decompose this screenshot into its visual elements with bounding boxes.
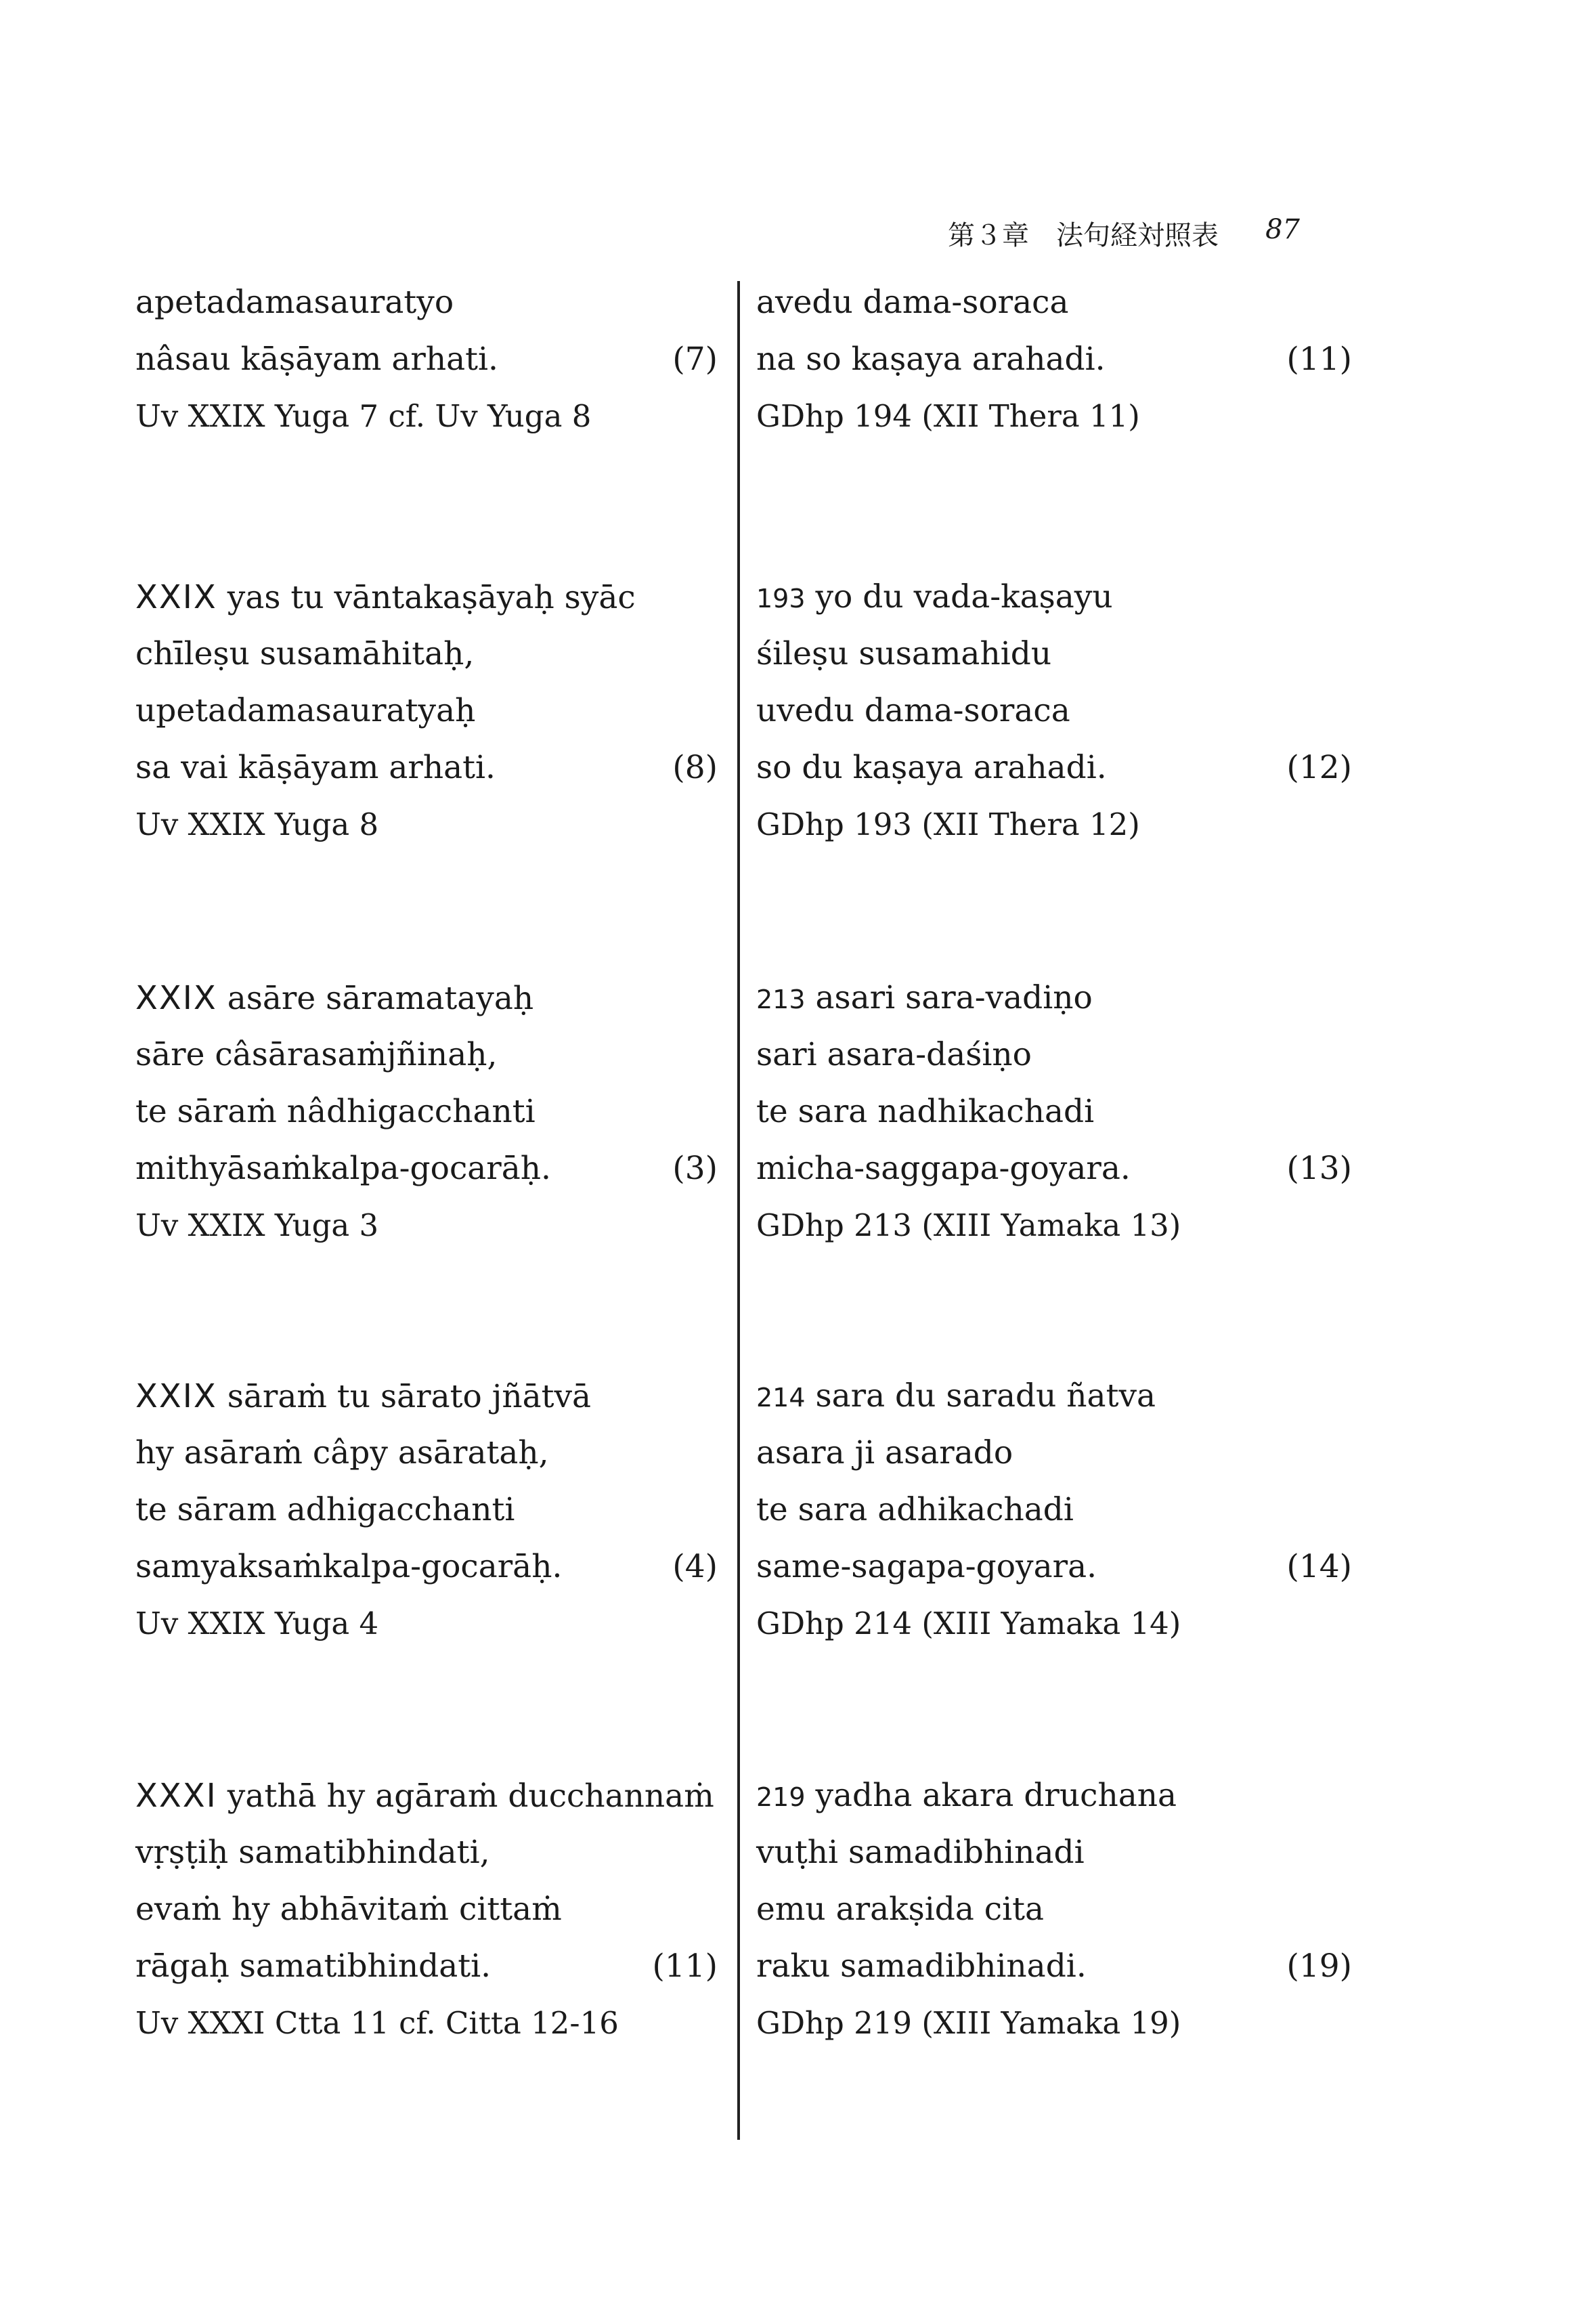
verse-line	[135, 274, 718, 331]
verse-line	[135, 1824, 718, 1881]
line-text: asāre sāramatayaḥ	[227, 980, 534, 1017]
line-text: Uv XXXI Ctta 11 cf. Citta 12-16	[135, 2005, 619, 2041]
column-divider	[737, 281, 740, 2140]
line-text: GDhp 194 (XII Thera 11)	[756, 398, 1140, 434]
line-text: te sāram adhigacchanti	[135, 1491, 515, 1528]
verse-line	[135, 1938, 718, 1995]
chapter-numeral: XXIX	[135, 578, 217, 616]
line-text: rāgaḥ samatibhindati.	[135, 1948, 492, 1985]
line-text: yadha akara druchana	[815, 1777, 1177, 1814]
verse-line	[756, 1368, 1352, 1425]
line-text: Uv XXIX Yuga 8	[135, 806, 379, 842]
verse-line	[135, 1368, 718, 1425]
source-reference	[135, 1197, 718, 1254]
source-reference	[135, 796, 718, 853]
line-text: na so kaṣaya arahadi.	[756, 341, 1106, 378]
line-text: GDhp 213 (XIII Yamaka 13)	[756, 1207, 1181, 1243]
line-text: evaṁ hy abhāvitaṁ cittaṁ	[135, 1891, 562, 1928]
verse-line	[135, 1767, 718, 1824]
running-header	[948, 214, 1313, 261]
line-text: upetadamasauratyaḥ	[135, 692, 476, 729]
line-text: micha-saggapa-goyara.	[756, 1150, 1131, 1187]
source-reference	[756, 796, 1352, 853]
verse-line	[756, 569, 1352, 626]
gdhp-verse-number: 193	[756, 584, 806, 614]
line-text: te sara adhikachadi	[756, 1491, 1074, 1528]
line-text: nâsau kāṣāyam arhati.	[135, 341, 499, 378]
verse-line	[756, 1938, 1352, 1995]
line-text: uvedu dama-soraca	[756, 692, 1070, 729]
chapter-title: 第３章 法句経対照表	[948, 220, 1219, 251]
line-text: yo du vada-kaṣayu	[815, 578, 1113, 616]
verse-line	[756, 1140, 1352, 1197]
source-reference	[756, 1595, 1352, 1652]
verse-line	[756, 1881, 1352, 1938]
line-text: hy asāraṁ câpy asārataḥ,	[135, 1434, 549, 1471]
line-text: so du kaṣaya arahadi.	[756, 749, 1107, 786]
verse-line	[135, 1538, 718, 1595]
verse-line	[756, 274, 1352, 331]
verse-line	[756, 683, 1352, 739]
line-text: emu arakṣida cita	[756, 1891, 1045, 1928]
verse-number: (13)	[1286, 1150, 1352, 1187]
verse-line	[135, 1027, 718, 1083]
verse-line	[756, 331, 1352, 388]
line-text: asari sara-vadiṇo	[815, 979, 1093, 1016]
source-reference	[135, 1595, 718, 1652]
verse-line	[135, 626, 718, 683]
verse-line	[135, 1881, 718, 1938]
stanza	[756, 970, 1352, 1254]
verse-number: (12)	[1286, 749, 1352, 786]
verse-number: (3)	[672, 1150, 718, 1187]
line-text: GDhp 193 (XII Thera 12)	[756, 806, 1140, 842]
verse-line	[135, 683, 718, 739]
line-text: GDhp 214 (XIII Yamaka 14)	[756, 1606, 1181, 1641]
line-text: sāre câsārasaṁjñinaḥ,	[135, 1036, 498, 1073]
line-text: śileṣu susamahidu	[756, 635, 1052, 672]
verse-line	[756, 970, 1352, 1027]
line-text: yas tu vāntakaṣāyaḥ syāc	[227, 579, 636, 616]
verse-line	[756, 739, 1352, 796]
chapter-numeral: XXIX	[135, 979, 217, 1017]
verse-line	[135, 1482, 718, 1538]
line-text: apetadamasauratyo	[135, 284, 454, 321]
line-text: asara ji asarado	[756, 1434, 1013, 1471]
line-text: chīleṣu susamāhitaḥ,	[135, 635, 475, 672]
line-text: sara du saradu ñatva	[815, 1377, 1156, 1415]
verse-line	[135, 1083, 718, 1140]
stanza	[135, 1767, 718, 2052]
line-text: Uv XXIX Yuga 7 cf. Uv Yuga 8	[135, 398, 592, 434]
stanza	[756, 1368, 1352, 1652]
line-text: vuṭhi samadibhinadi	[756, 1834, 1085, 1871]
stanza	[135, 274, 718, 445]
verse-line	[756, 1482, 1352, 1538]
verse-line	[135, 1140, 718, 1197]
line-text: mithyāsaṁkalpa-gocarāḥ.	[135, 1150, 551, 1187]
verse-number: (19)	[1286, 1948, 1352, 1985]
line-text: GDhp 219 (XIII Yamaka 19)	[756, 2005, 1181, 2041]
stanza	[756, 569, 1352, 853]
line-text: avedu dama-soraca	[756, 284, 1069, 321]
verse-line	[756, 1767, 1352, 1824]
verse-line	[756, 626, 1352, 683]
gdhp-verse-number: 213	[756, 985, 806, 1014]
verse-line	[135, 970, 718, 1027]
verse-line	[756, 1425, 1352, 1482]
verse-line	[756, 1083, 1352, 1140]
source-reference	[756, 1995, 1352, 2052]
source-reference	[135, 388, 718, 445]
source-reference	[135, 1995, 718, 2052]
verse-line	[135, 331, 718, 388]
verse-line	[135, 739, 718, 796]
source-reference	[756, 388, 1352, 445]
verse-number: (11)	[652, 1948, 718, 1985]
line-text: sāraṁ tu sārato jñātvā	[227, 1378, 592, 1415]
chapter-numeral: XXIX	[135, 1377, 217, 1415]
stanza	[135, 569, 718, 853]
verse-number: (8)	[672, 749, 718, 786]
verse-line	[756, 1538, 1352, 1595]
verse-line	[756, 1027, 1352, 1083]
chapter-numeral: XXXI	[135, 1777, 217, 1815]
line-text: same-sagapa-goyara.	[756, 1548, 1097, 1585]
line-text: yathā hy agāraṁ ducchannaṁ	[227, 1778, 714, 1815]
stanza	[756, 274, 1352, 445]
line-text: Uv XXIX Yuga 4	[135, 1606, 379, 1641]
stanza	[135, 1368, 718, 1652]
stanza	[135, 970, 718, 1254]
line-text: sa vai kāṣāyam arhati.	[135, 749, 496, 786]
line-text: vṛṣṭiḥ samatibhindati,	[135, 1834, 490, 1871]
gdhp-verse-number: 214	[756, 1383, 806, 1413]
verse-line	[135, 569, 718, 626]
line-text: te sara nadhikachadi	[756, 1093, 1095, 1130]
line-text: te sāraṁ nâdhigacchanti	[135, 1093, 536, 1130]
page-number: 87	[1265, 214, 1300, 245]
line-text: samyaksaṁkalpa-gocarāḥ.	[135, 1548, 563, 1585]
verse-number: (14)	[1286, 1548, 1352, 1585]
line-text: sari asara-daśiṇo	[756, 1036, 1032, 1073]
line-text: raku samadibhinadi.	[756, 1948, 1087, 1985]
source-reference	[756, 1197, 1352, 1254]
line-text: Uv XXIX Yuga 3	[135, 1207, 379, 1243]
stanza	[756, 1767, 1352, 2052]
verse-line	[756, 1824, 1352, 1881]
verse-number: (7)	[672, 341, 718, 378]
verse-number: (11)	[1286, 341, 1352, 378]
verse-line	[135, 1425, 718, 1482]
gdhp-verse-number: 219	[756, 1782, 806, 1812]
verse-number: (4)	[672, 1548, 718, 1585]
